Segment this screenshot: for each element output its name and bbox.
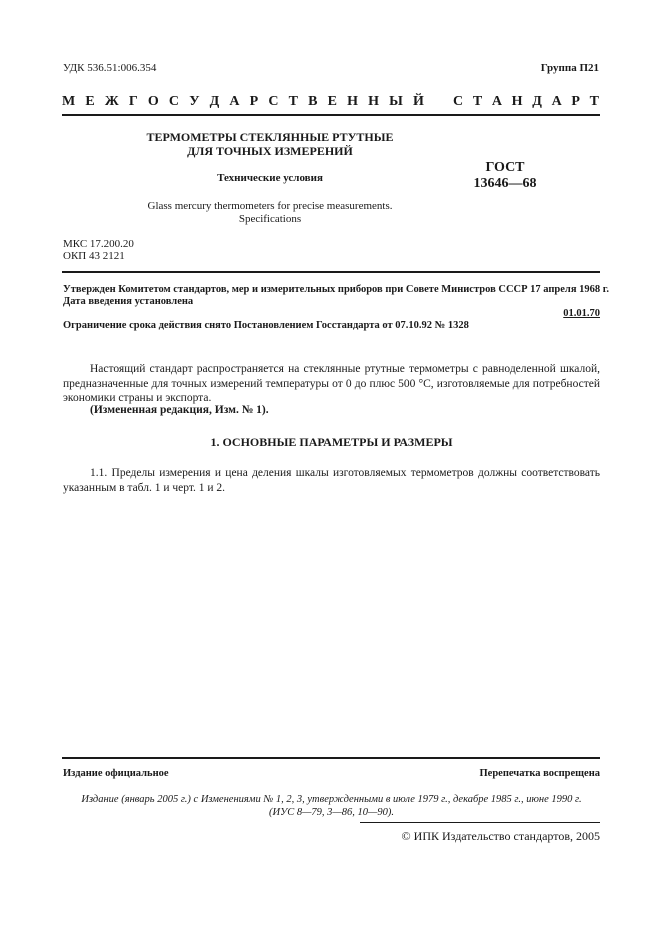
document-subtitle: Технические условия	[217, 172, 323, 184]
gost-label: ГОСТ	[485, 160, 525, 175]
english-title-line-2: Specifications	[238, 213, 302, 225]
gost-code: 13646—68	[473, 176, 537, 191]
footer-rule	[62, 757, 600, 759]
banner-letter: С	[268, 94, 279, 109]
banner-letter: Й	[413, 94, 424, 109]
edition-note	[63, 793, 600, 819]
classification-codes	[63, 238, 134, 262]
banner-letter: М	[62, 94, 76, 109]
amendment-note: (Измененная редакция, Изм. № 1).	[90, 404, 269, 416]
edition-line-2: (ИУС 8—79, 3—86, 10—90).	[269, 807, 394, 818]
banner-letter: Р	[249, 94, 259, 109]
header-rule	[62, 114, 600, 116]
banner-letter: В	[308, 94, 318, 109]
copyright-rule	[360, 822, 600, 823]
banner-letter: Е	[85, 94, 95, 109]
clause-1-1: 1.1. Пределы измерения и цена деления шкалы изготовляемых термометров должны соответствовать указанным в табл. 1 и черт. 1 и 2.	[63, 467, 600, 494]
banner-letter: Н	[511, 94, 523, 109]
banner-letter: Г	[128, 94, 138, 109]
banner-letter: А	[229, 94, 240, 109]
title-line-2: ДЛЯ ТОЧНЫХ ИЗМЕРЕНИЙ	[187, 144, 353, 158]
banner-letter: О	[147, 94, 159, 109]
udk-code: УДК 536.51:006.354	[63, 62, 157, 74]
approval-line: Утвержден Комитетом стандартов, мер и измерительных приборов при Совете Министров СССР 17 апреля 1968 г.	[63, 284, 609, 295]
validity-limit-note: Ограничение срока действия снято Постановлением Госстандарта от 07.10.92 № 1328	[63, 320, 469, 331]
banner-letter: Ж	[104, 94, 119, 109]
banner-letter: Т	[589, 94, 599, 109]
copyright: © ИПК Издательство стандартов, 2005	[401, 829, 600, 843]
banner-letter: Д	[532, 94, 542, 109]
title-line-1: ТЕРМОМЕТРЫ СТЕКЛЯННЫЕ РТУТНЫЕ	[146, 130, 394, 144]
gost-number	[450, 160, 560, 192]
introduction-date-label: Дата введения установлена	[63, 296, 194, 307]
group-code: Группа П21	[540, 62, 599, 74]
english-title	[90, 200, 450, 226]
banner-letter: Т	[472, 94, 483, 109]
banner-letter: Ы	[389, 94, 403, 109]
interstate-standard-banner	[62, 94, 599, 110]
introduction-date: 01.01.70	[563, 308, 600, 319]
banner-letter: У	[189, 94, 200, 109]
banner-letter: Н	[368, 94, 379, 109]
banner-letter: А	[491, 94, 502, 109]
banner-word-interstate	[62, 94, 424, 110]
banner-letter: Н	[347, 94, 358, 109]
banner-letter: Р	[571, 94, 580, 109]
english-title-line-1: Glass mercury thermometers for precise measurements.	[147, 200, 393, 212]
banner-word-standard	[453, 94, 599, 110]
reprint-prohibited-label: Перепечатка воспрещена	[479, 768, 600, 779]
banner-letter: Е	[327, 94, 337, 109]
banner-letter: С	[168, 94, 180, 109]
section-heading: 1. ОСНОВНЫЕ ПАРАМЕТРЫ И РАЗМЕРЫ	[210, 435, 453, 449]
banner-letter: Т	[288, 94, 298, 109]
okp-code: ОКП 43 2121	[63, 250, 125, 262]
banner-letter: Д	[209, 94, 220, 109]
banner-letter: С	[453, 94, 464, 109]
edition-line-1: Издание (январь 2005 г.) с Изменениями № 1, 2, 3, утвержденными в июле 1979 г., декабре 1985 г., июне 1990 г.	[81, 794, 582, 805]
scope-paragraph: Настоящий стандарт распространяется на стеклянные ртутные термометры с равноделенной шкалой, предназначенные для точных измерений температуры от 0 до плюс 500 °С, изготовляемые для потребностей экономики страны и экспорта.	[63, 363, 600, 404]
approval-block	[63, 284, 609, 308]
mks-code: МКС 17.200.20	[63, 238, 134, 250]
codes-rule	[62, 271, 600, 273]
document-title	[90, 130, 450, 158]
official-edition-label: Издание официальное	[63, 768, 169, 779]
banner-letter: А	[551, 94, 562, 109]
